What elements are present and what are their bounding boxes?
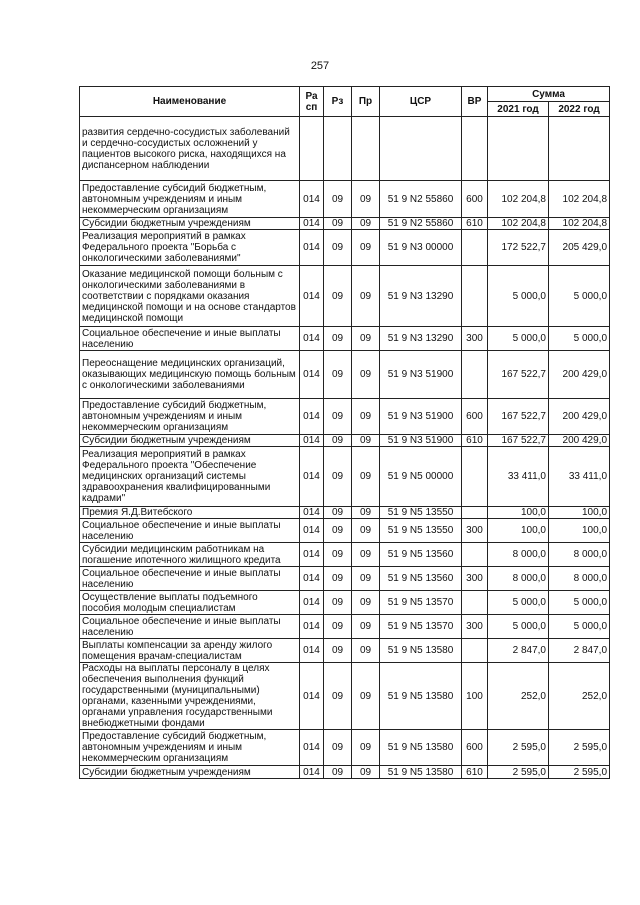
cell-2021: 5 000,0: [488, 327, 549, 351]
cell-name: Осуществление выплаты подъемного пособия молодым специалистам: [80, 591, 300, 615]
cell-rz: 09: [324, 181, 352, 218]
cell-rz: [324, 117, 352, 181]
cell-csr: 51 9 N3 51900: [380, 351, 462, 399]
cell-pr: 09: [352, 730, 380, 766]
cell-2021: 102 204,8: [488, 218, 549, 230]
cell-csr: 51 9 N5 00000: [380, 447, 462, 507]
cell-2021: 5 000,0: [488, 266, 549, 327]
table-row: [80, 543, 610, 567]
cell-name: Субсидии бюджетным учреждениям: [80, 218, 300, 230]
cell-vr: 300: [462, 567, 488, 591]
cell-rz: 09: [324, 435, 352, 447]
table-row: [80, 766, 610, 779]
cell-rz: 09: [324, 447, 352, 507]
cell-rasp: 014: [300, 615, 324, 639]
cell-rasp: 014: [300, 266, 324, 327]
cell-rasp: 014: [300, 435, 324, 447]
header-rz: Рз: [324, 87, 352, 117]
cell-name: Расходы на выплаты персоналу в целях обеспечения выполнения функций государственными (муниципальными) органами, казенными учреждениями, органами управления государственными внебюджетными фондами: [80, 663, 300, 730]
cell-2021: 5 000,0: [488, 591, 549, 615]
cell-csr: [380, 117, 462, 181]
cell-rz: 09: [324, 730, 352, 766]
cell-2021: 100,0: [488, 507, 549, 519]
cell-rasp: [300, 117, 324, 181]
cell-rz: 09: [324, 327, 352, 351]
cell-2022: 2 847,0: [549, 639, 610, 663]
cell-2021: [488, 117, 549, 181]
cell-2021: 100,0: [488, 519, 549, 543]
cell-name: Премия Я.Д.Витебского: [80, 507, 300, 519]
cell-2021: 2 595,0: [488, 730, 549, 766]
cell-vr: 300: [462, 615, 488, 639]
cell-name: Предоставление субсидий бюджетным, автономным учреждениям и иным некоммерческим организациям: [80, 181, 300, 218]
cell-rasp: 014: [300, 663, 324, 730]
header-rasp: Ра сп: [300, 87, 324, 117]
cell-name: Реализация мероприятий в рамках Федерального проекта "Борьба с онкологическими заболеваниями": [80, 230, 300, 266]
header-name: Наименование: [80, 87, 300, 117]
cell-vr: [462, 117, 488, 181]
cell-rasp: 014: [300, 591, 324, 615]
cell-csr: 51 9 N5 13560: [380, 543, 462, 567]
cell-pr: 09: [352, 327, 380, 351]
cell-vr: 600: [462, 730, 488, 766]
cell-vr: 600: [462, 181, 488, 218]
cell-vr: [462, 447, 488, 507]
cell-2022: 5 000,0: [549, 591, 610, 615]
cell-pr: 09: [352, 447, 380, 507]
cell-name: Социальное обеспечение и иные выплаты населению: [80, 615, 300, 639]
cell-rz: 09: [324, 639, 352, 663]
cell-csr: 51 9 N3 13290: [380, 327, 462, 351]
cell-2022: 8 000,0: [549, 567, 610, 591]
cell-2022: 2 595,0: [549, 730, 610, 766]
cell-pr: 09: [352, 435, 380, 447]
cell-vr: [462, 266, 488, 327]
cell-csr: 51 9 N5 13580: [380, 730, 462, 766]
cell-rasp: 014: [300, 567, 324, 591]
cell-name: Предоставление субсидий бюджетным, автономным учреждениям и иным некоммерческим организациям: [80, 399, 300, 435]
table-row: [80, 230, 610, 266]
table-row: [80, 399, 610, 435]
cell-rasp: 014: [300, 230, 324, 266]
table-row: [80, 327, 610, 351]
page-number: 257: [310, 60, 330, 72]
cell-name: Социальное обеспечение и иные выплаты населению: [80, 519, 300, 543]
cell-2022: 5 000,0: [549, 266, 610, 327]
cell-pr: 09: [352, 218, 380, 230]
cell-rasp: 014: [300, 507, 324, 519]
cell-csr: 51 9 N5 13570: [380, 615, 462, 639]
header-pr: Пр: [352, 87, 380, 117]
cell-pr: 09: [352, 663, 380, 730]
cell-rz: 09: [324, 399, 352, 435]
cell-pr: 09: [352, 615, 380, 639]
cell-name: развития сердечно-сосудистых заболеваний и сердечно-сосудистых осложнений у пациентов высокого риска, находящихся на диспансерном наблюдении: [80, 117, 300, 181]
cell-2022: 200 429,0: [549, 351, 610, 399]
cell-csr: 51 9 N5 13580: [380, 766, 462, 779]
cell-rasp: 014: [300, 218, 324, 230]
table-row: [80, 266, 610, 327]
cell-rz: 09: [324, 507, 352, 519]
cell-pr: 09: [352, 591, 380, 615]
cell-rasp: 014: [300, 447, 324, 507]
cell-2021: 252,0: [488, 663, 549, 730]
cell-vr: [462, 639, 488, 663]
cell-rz: 09: [324, 567, 352, 591]
header-year-2022: 2022 год: [549, 102, 610, 117]
cell-csr: 51 9 N3 00000: [380, 230, 462, 266]
cell-name: Социальное обеспечение и иные выплаты населению: [80, 327, 300, 351]
cell-rasp: 014: [300, 730, 324, 766]
cell-rz: 09: [324, 543, 352, 567]
cell-2021: 8 000,0: [488, 567, 549, 591]
cell-2022: 5 000,0: [549, 327, 610, 351]
cell-pr: [352, 117, 380, 181]
cell-2021: 167 522,7: [488, 435, 549, 447]
table-row: [80, 447, 610, 507]
table-row: [80, 117, 610, 181]
table-row: [80, 639, 610, 663]
cell-pr: 09: [352, 181, 380, 218]
cell-vr: [462, 230, 488, 266]
cell-csr: 51 9 N3 13290: [380, 266, 462, 327]
table-row: [80, 519, 610, 543]
cell-csr: 51 9 N5 13560: [380, 567, 462, 591]
cell-vr: [462, 543, 488, 567]
cell-csr: 51 9 N3 51900: [380, 435, 462, 447]
cell-2021: 8 000,0: [488, 543, 549, 567]
cell-name: Субсидии бюджетным учреждениям: [80, 766, 300, 779]
cell-vr: 610: [462, 766, 488, 779]
cell-rz: 09: [324, 218, 352, 230]
table-row: [80, 351, 610, 399]
cell-rz: 09: [324, 615, 352, 639]
cell-vr: [462, 507, 488, 519]
header-vr: ВР: [462, 87, 488, 117]
header-year-2021: 2021 год: [488, 102, 549, 117]
cell-csr: 51 9 N2 55860: [380, 181, 462, 218]
cell-2021: 102 204,8: [488, 181, 549, 218]
cell-vr: [462, 351, 488, 399]
table-row: [80, 435, 610, 447]
cell-rasp: 014: [300, 399, 324, 435]
cell-rasp: 014: [300, 519, 324, 543]
cell-name: Выплаты компенсации за аренду жилого помещения врачам-специалистам: [80, 639, 300, 663]
cell-name: Субсидии медицинским работникам на погашение ипотечного жилищного кредита: [80, 543, 300, 567]
cell-2022: 2 595,0: [549, 766, 610, 779]
cell-name: Реализация мероприятий в рамках Федерального проекта "Обеспечение медицинских организаций системы здравоохранения квалифицированными кадрами": [80, 447, 300, 507]
cell-rz: 09: [324, 230, 352, 266]
cell-csr: 51 9 N5 13570: [380, 591, 462, 615]
cell-vr: [462, 591, 488, 615]
cell-2022: 8 000,0: [549, 543, 610, 567]
table-row: [80, 615, 610, 639]
budget-table: [79, 86, 610, 779]
cell-pr: 09: [352, 766, 380, 779]
cell-pr: 09: [352, 230, 380, 266]
cell-rz: 09: [324, 591, 352, 615]
cell-name: Переоснащение медицинских организаций, оказывающих медицинскую помощь больным с онкологическими заболеваниями: [80, 351, 300, 399]
cell-rz: 09: [324, 351, 352, 399]
cell-vr: 300: [462, 519, 488, 543]
cell-pr: 09: [352, 399, 380, 435]
cell-csr: 51 9 N3 51900: [380, 399, 462, 435]
cell-pr: 09: [352, 351, 380, 399]
cell-rasp: 014: [300, 327, 324, 351]
cell-csr: 51 9 N5 13550: [380, 507, 462, 519]
cell-pr: 09: [352, 266, 380, 327]
cell-2022: 100,0: [549, 519, 610, 543]
cell-pr: 09: [352, 519, 380, 543]
cell-name: Социальное обеспечение и иные выплаты населению: [80, 567, 300, 591]
table-row: [80, 730, 610, 766]
cell-2021: 5 000,0: [488, 615, 549, 639]
header-csr: ЦСР: [380, 87, 462, 117]
cell-2021: 167 522,7: [488, 399, 549, 435]
cell-2021: 2 595,0: [488, 766, 549, 779]
cell-2022: 205 429,0: [549, 230, 610, 266]
cell-rz: 09: [324, 766, 352, 779]
cell-pr: 09: [352, 507, 380, 519]
cell-rasp: 014: [300, 181, 324, 218]
table-row: [80, 181, 610, 218]
cell-2022: 200 429,0: [549, 435, 610, 447]
cell-2021: 33 411,0: [488, 447, 549, 507]
cell-vr: 600: [462, 399, 488, 435]
cell-2022: 102 204,8: [549, 218, 610, 230]
cell-name: Оказание медицинской помощи больным с онкологическими заболеваниями в соответствии с порядками оказания медицинской помощи и на основе стандартов медицинской помощи: [80, 266, 300, 327]
cell-2022: 200 429,0: [549, 399, 610, 435]
header-summa: Сумма: [488, 87, 610, 102]
cell-2022: 102 204,8: [549, 181, 610, 218]
cell-rasp: 014: [300, 639, 324, 663]
cell-rasp: 014: [300, 351, 324, 399]
cell-csr: 51 9 N5 13550: [380, 519, 462, 543]
cell-rasp: 014: [300, 766, 324, 779]
cell-2022: 5 000,0: [549, 615, 610, 639]
cell-2022: [549, 117, 610, 181]
table-row: [80, 507, 610, 519]
table-row: [80, 567, 610, 591]
cell-rz: 09: [324, 266, 352, 327]
cell-vr: 610: [462, 435, 488, 447]
cell-csr: 51 9 N5 13580: [380, 639, 462, 663]
cell-name: Предоставление субсидий бюджетным, автономным учреждениям и иным некоммерческим организациям: [80, 730, 300, 766]
cell-2022: 33 411,0: [549, 447, 610, 507]
cell-2021: 172 522,7: [488, 230, 549, 266]
cell-vr: 100: [462, 663, 488, 730]
cell-vr: 300: [462, 327, 488, 351]
cell-2022: 252,0: [549, 663, 610, 730]
table-row: [80, 591, 610, 615]
cell-pr: 09: [352, 639, 380, 663]
table-body: [80, 117, 610, 779]
cell-pr: 09: [352, 543, 380, 567]
cell-rz: 09: [324, 519, 352, 543]
cell-csr: 51 9 N2 55860: [380, 218, 462, 230]
table-row: [80, 218, 610, 230]
table-row: [80, 663, 610, 730]
cell-pr: 09: [352, 567, 380, 591]
cell-2021: 2 847,0: [488, 639, 549, 663]
cell-rz: 09: [324, 663, 352, 730]
cell-2022: 100,0: [549, 507, 610, 519]
cell-2021: 167 522,7: [488, 351, 549, 399]
cell-csr: 51 9 N5 13580: [380, 663, 462, 730]
cell-rasp: 014: [300, 543, 324, 567]
cell-name: Субсидии бюджетным учреждениям: [80, 435, 300, 447]
cell-vr: 610: [462, 218, 488, 230]
